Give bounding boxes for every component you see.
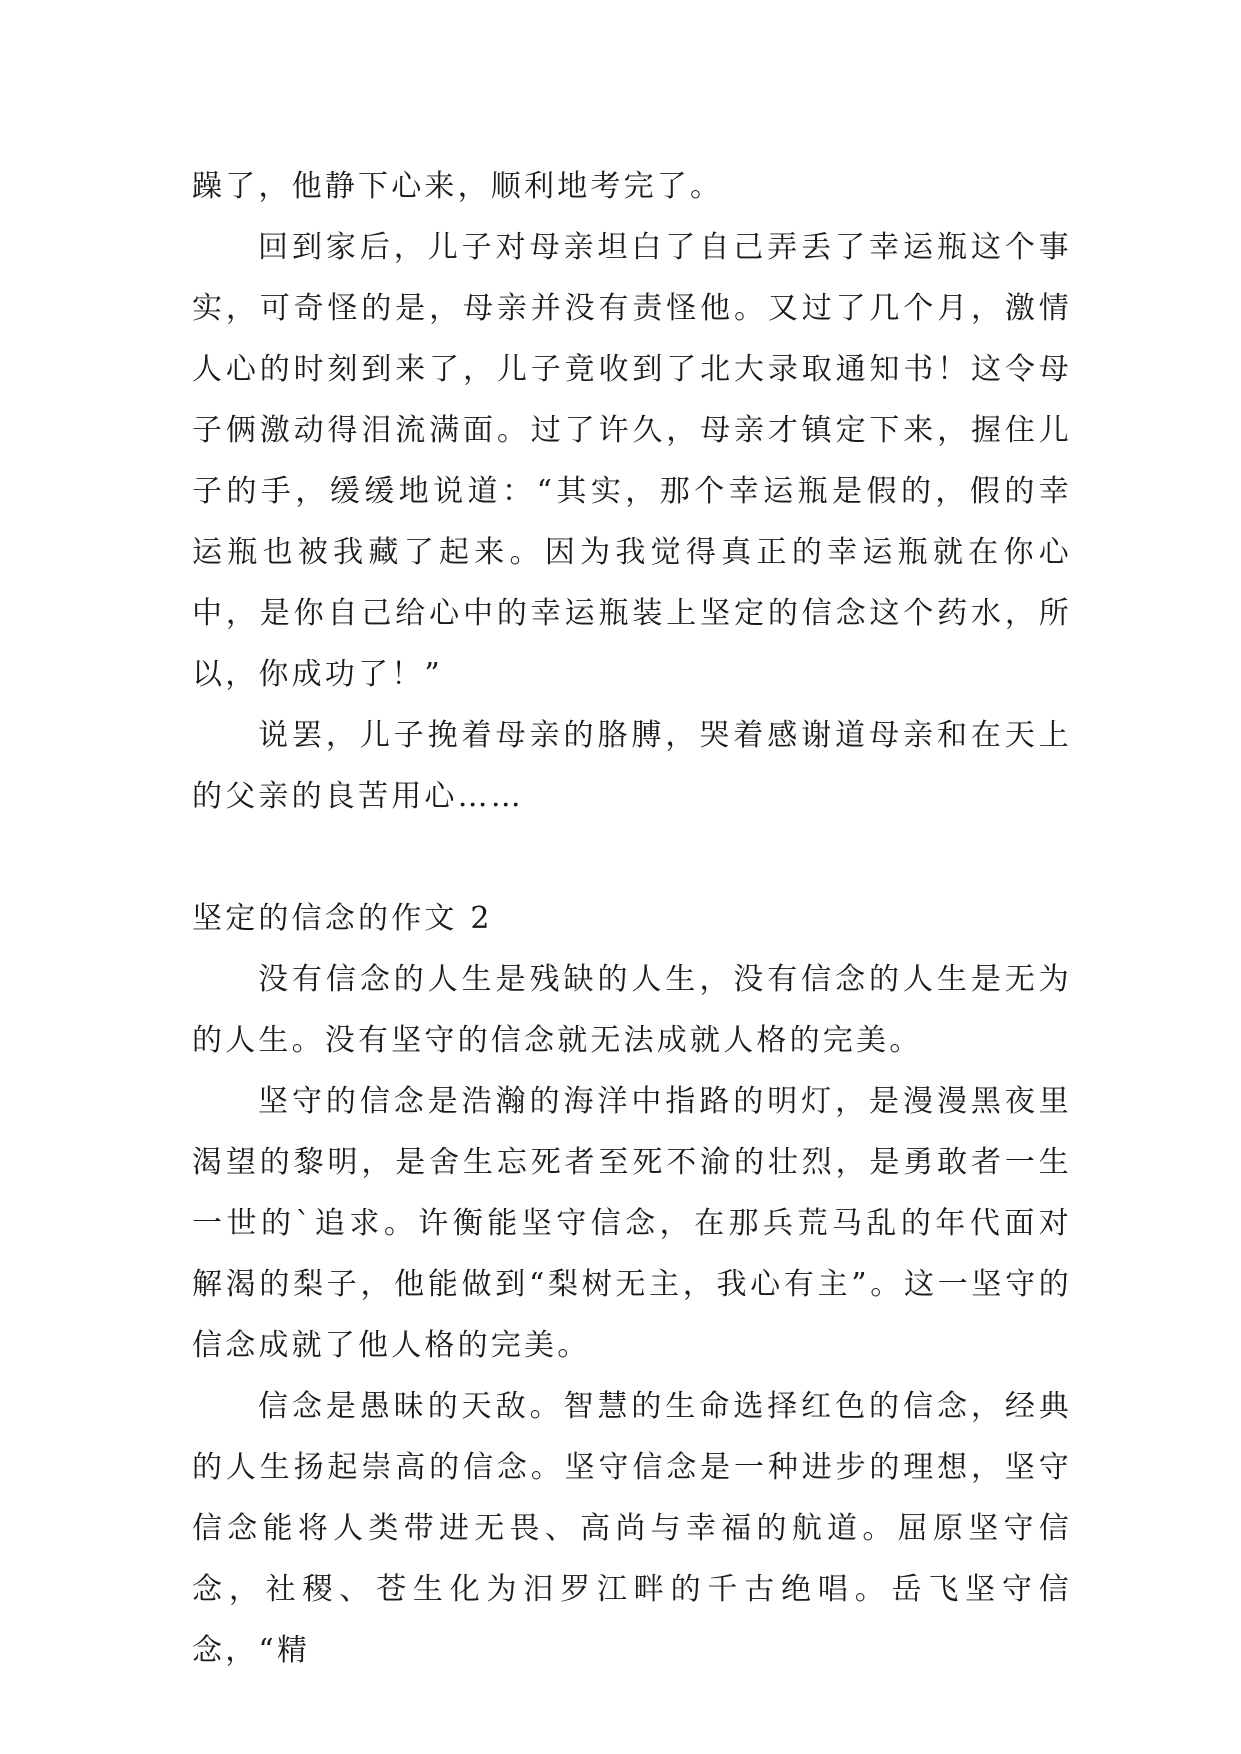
paragraph-1: 躁了，他静下心来，顺利地考完了。 [192,169,724,204]
paragraph-3: 说罢，儿子挽着母亲的胳膊，哭着感谢道母亲和在天上的父亲的良苦用心…… [192,718,1072,814]
section-title: 坚定的信念的作文 2 [192,901,493,936]
paragraph-5: 坚守的信念是浩瀚的海洋中指路的明灯，是漫漫黑夜里渴望的黎明，是舍生忘死者至死不渝的壮烈，是勇敢者一生一世的`追求。许衡能坚守信念，在那兵荒马乱的年代面对解渴的梨子，他能做到“梨树无主，我心有主”。这一坚守的信念成就了他人格的完美。 [192,1084,1072,1363]
document-body [192,156,1072,1681]
paragraph-6: 信念是愚昧的天敌。智慧的生命选择红色的信念，经典的人生扬起崇高的信念。坚守信念是一种进步的理想，坚守信念能将人类带进无畏、高尚与幸福的航道。屈原坚守信念，社稷、苍生化为汨罗江畔的千古绝唱。岳飞坚守信念，“精 [192,1389,1072,1668]
paragraph-4: 没有信念的人生是残缺的人生，没有信念的人生是无为的人生。没有坚守的信念就无法成就人格的完美。 [192,962,1072,1058]
paragraph-2: 回到家后，儿子对母亲坦白了自己弄丢了幸运瓶这个事实，可奇怪的是，母亲并没有责怪他。又过了几个月，激情人心的时刻到来了，儿子竟收到了北大录取通知书！这令母子俩激动得泪流满面。过了许久，母亲才镇定下来，握住儿子的手，缓缓地说道：“其实，那个幸运瓶是假的，假的幸运瓶也被我藏了起来。因为我觉得真正的幸运瓶就在你心中，是你自己给心中的幸运瓶装上坚定的信念这个药水，所以，你成功了！” [192,230,1072,692]
